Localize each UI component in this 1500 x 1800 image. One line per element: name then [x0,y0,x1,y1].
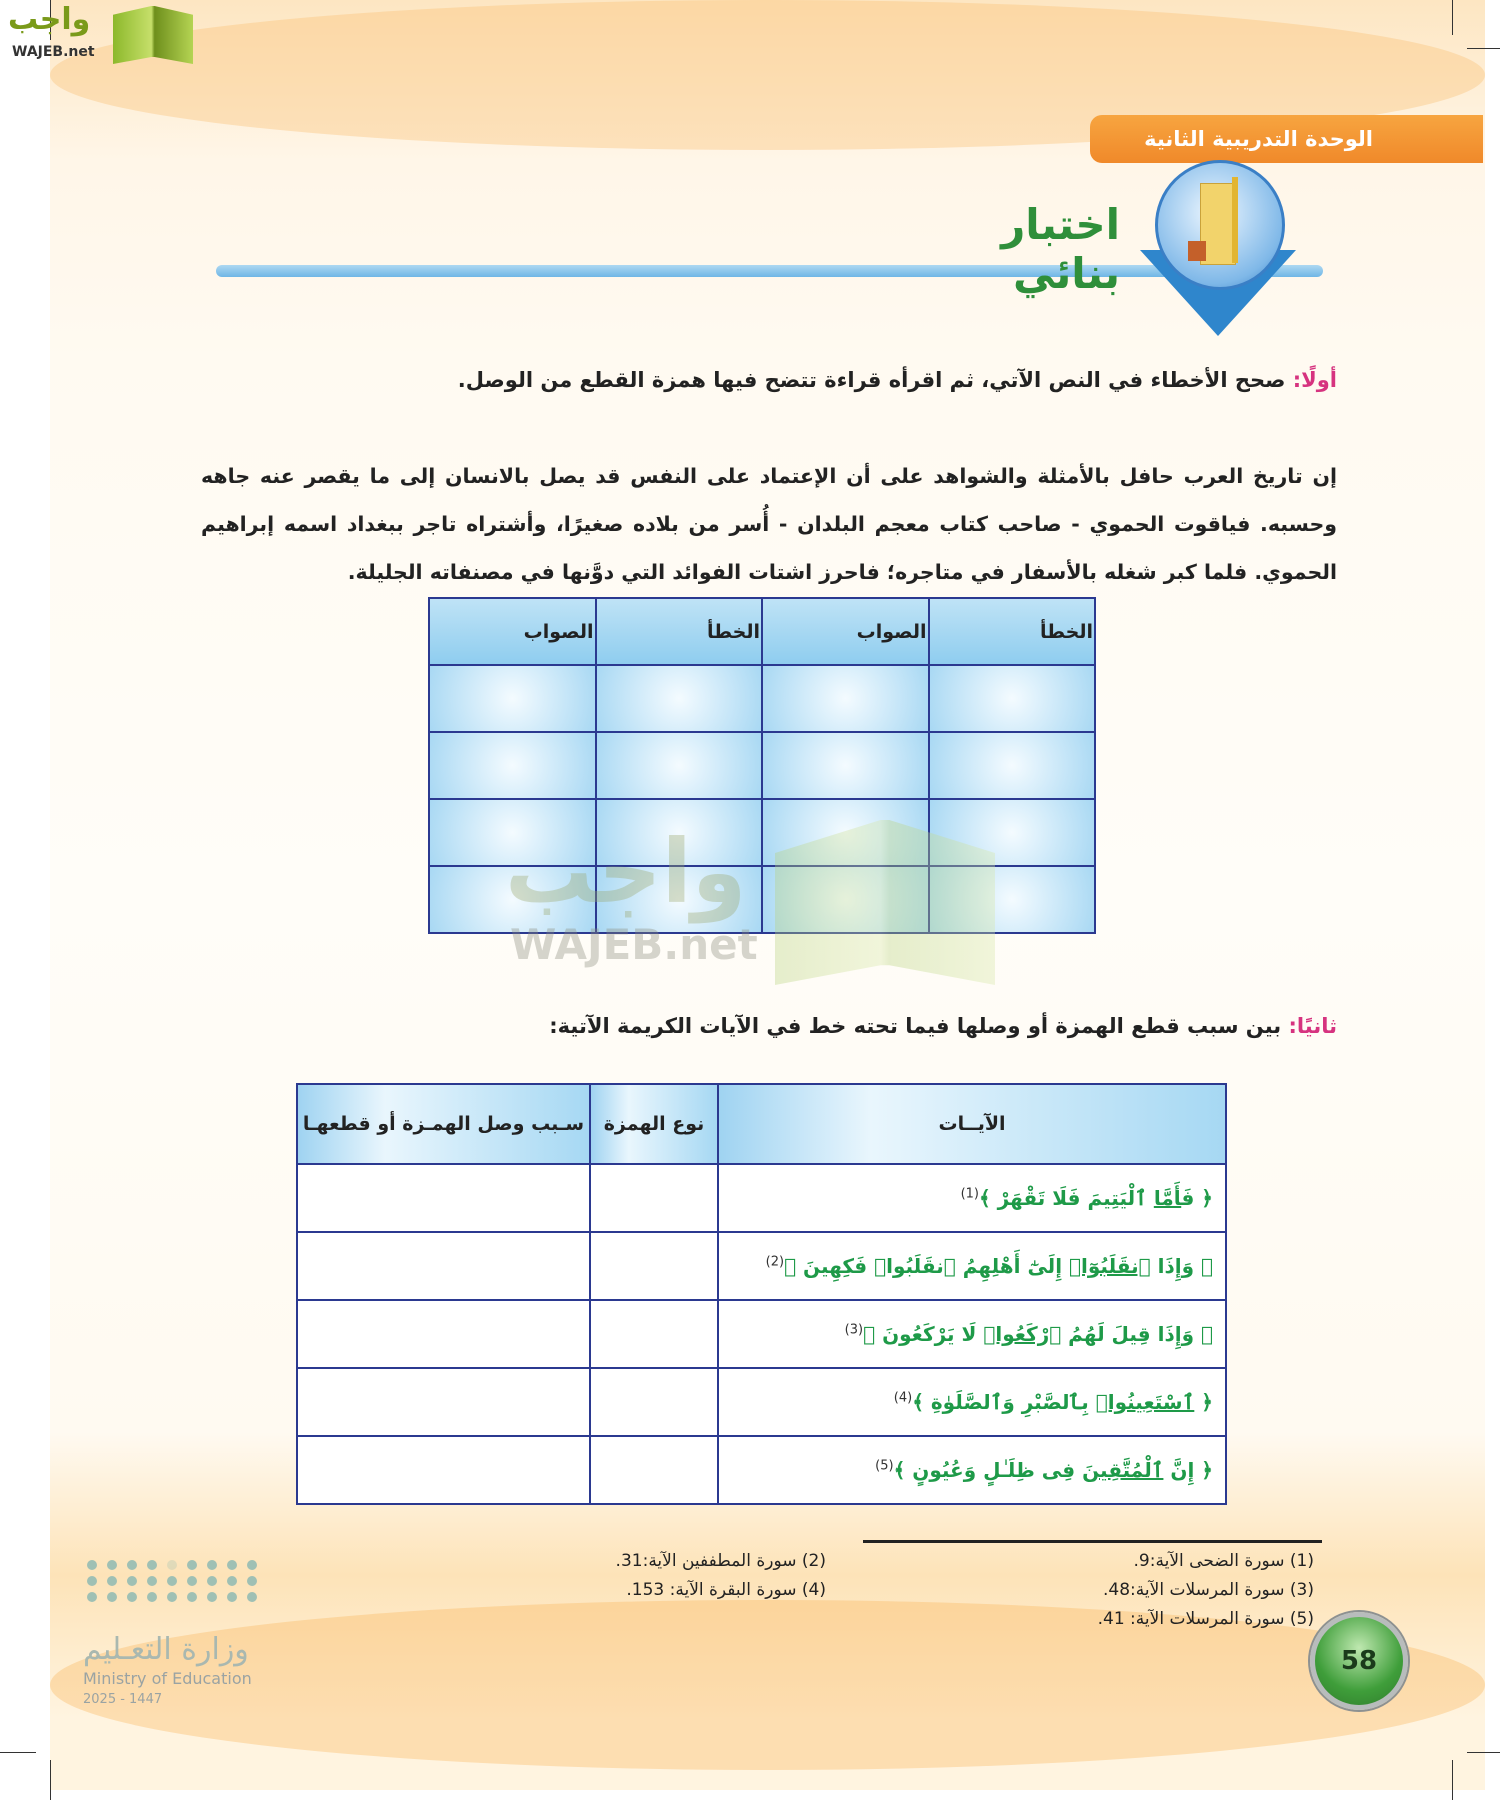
table-row [429,799,1095,866]
answer-cell[interactable] [762,866,929,933]
table-row [297,1232,1226,1300]
crop-mark [1452,1760,1453,1800]
crop-mark [1467,48,1500,49]
crop-mark [0,1752,36,1753]
underlined-word: أَمَّا [1153,1186,1182,1210]
watermark-text-en: WAJEB.net [510,920,758,969]
section2-instruction [187,1014,1337,1038]
answer-cell[interactable] [762,799,929,866]
underlined-word: ٱنقَلَبُوٓا۟ [1069,1254,1151,1278]
ministry-name-ar: وزارة التعـليم [83,1632,249,1667]
answer-cell[interactable] [929,732,1096,799]
answer-cell[interactable] [596,732,763,799]
reason-cell[interactable] [297,1300,590,1368]
answer-cell[interactable] [596,866,763,933]
ministry-dots-icon [87,1560,273,1602]
building-crane-icon [1155,160,1285,290]
answer-cell[interactable] [429,665,596,732]
section1-label: أولًا: [1292,368,1337,392]
crop-mark [1467,1752,1500,1753]
logo-text-en: WAJEB.net [12,44,95,60]
watermark-text-ar: واجب [505,820,747,923]
section2-instruction-text: بين سبب قطع الهمزة أو وصلها فيما تحته خط في الآيات الكريمة الآتية: [549,1014,1282,1038]
table-header-row [297,1084,1226,1164]
hamza-type-cell[interactable] [590,1300,718,1368]
underlined-word: ٱسْتَعِينُوا۟ [1095,1390,1195,1414]
verse-text: ﴿ [1194,1390,1213,1414]
crop-mark [50,1760,51,1800]
answer-cell[interactable] [429,732,596,799]
footnote-1: (1) سورة الضحى الآية:9. [1133,1551,1314,1571]
verse-text: ﴿ إِنَّ [1163,1458,1213,1482]
verse-text: بِٱلصَّبْرِ وَٱلصَّلَوٰةِ ﴾ [912,1390,1096,1414]
ministry-logo [83,1560,273,1707]
corrections-table [428,597,1096,934]
reason-cell[interactable] [297,1164,590,1232]
wajeb-logo[interactable] [8,2,188,66]
footnote-ref: (2) [765,1254,785,1270]
verse-text: ﴿ فَ [1181,1186,1213,1210]
hamza-type-cell[interactable] [590,1368,718,1436]
table-row [429,732,1095,799]
section1-instruction [187,368,1337,392]
footnote-divider [863,1540,1322,1543]
answer-cell[interactable] [596,799,763,866]
verse-text: إِلَىٰٓ أَهْلِهِمُ ٱنقَلَبُوا۟ فَكِهِينَ ﴾ [784,1254,1070,1278]
hamza-type-cell[interactable] [590,1436,718,1504]
hamza-type-cell[interactable] [590,1164,718,1232]
verse-text: فِى ظِلَـٰلٍ وَعُيُونٍ ﴾ [893,1458,1083,1482]
verse-cell [718,1436,1226,1504]
table-row [429,866,1095,933]
underlined-word: ٱلْمُتَّقِينَ [1082,1458,1164,1482]
answer-cell[interactable] [762,665,929,732]
verse-cell [718,1164,1226,1232]
section2-label: ثانيًا: [1288,1014,1337,1038]
page-title: اختبار بنائي [1001,200,1120,298]
answer-cell[interactable] [929,665,1096,732]
verse-text: ﴿ وَإِذَا [1150,1254,1213,1278]
table-row [297,1436,1226,1504]
underlined-word: ٱرْكَعُوا۟ [983,1322,1062,1346]
footnote-4: (4) سورة البقرة الآية: 153. [626,1580,826,1600]
ministry-name-en: Ministry of Education [83,1669,252,1688]
footnote-ref: (4) [893,1390,913,1406]
answer-cell[interactable] [429,866,596,933]
table-row [297,1368,1226,1436]
logo-text-ar: واجب [8,2,91,37]
passage-text: إن تاريخ العرب حافل بالأمثلة والشواهد على أن الإعتماد على النفس قد يصل بالانسان إلى ما يقصر عنه جاهه وحسبه. فياقوت الحموي - صاحب كتاب معجم البلدان - أُسر من بلاده صغيرًا، وأشتراه تاجر ببغداد اسمه إبراهيم الحموي. فلما كبر شغله بالأسفار في متاجره؛ فاحرز اشتات الفوائد التي دوَّنها في مصنفاته الجليلة. [201,464,1337,584]
book-icon [113,6,193,64]
footnote-3: (3) سورة المرسلات الآية:48. [1103,1580,1314,1600]
footnote-ref: (5) [875,1458,894,1474]
reason-cell[interactable] [297,1436,590,1504]
unit-banner: الوحدة التدريبية الثانية [1090,115,1483,163]
answer-cell[interactable] [929,799,1096,866]
header-error: الخطأ [929,598,1096,665]
verse-cell [718,1368,1226,1436]
section1-instruction-text: صحح الأخطاء في النص الآتي، ثم اقرأه قراءة تتضح فيها همزة القطع من الوصل. [457,368,1286,392]
crop-mark [1452,0,1453,35]
table-row [297,1300,1226,1368]
reason-cell[interactable] [297,1232,590,1300]
header-hamza-type: نوع الهمزة [590,1084,718,1164]
table-row [297,1164,1226,1232]
answer-cell[interactable] [429,799,596,866]
hamza-table [296,1083,1227,1505]
answer-cell[interactable] [762,732,929,799]
answer-cell[interactable] [929,866,1096,933]
table-row [429,665,1095,732]
verse-cell [718,1300,1226,1368]
verse-text: لَا يَرْكَعُونَ ﴾ [863,1322,984,1346]
footnote-2: (2) سورة المطففين الآية:31. [615,1551,826,1571]
header-verses: الآيــات [718,1084,1226,1164]
page-number: 58 [1310,1612,1408,1710]
footnote-5: (5) سورة المرسلات الآية: 41. [1097,1609,1314,1629]
verse-text: ٱلْيَتِيمَ فَلَا تَقْهَرْ ﴾ [979,1186,1154,1210]
ministry-year: 2025 - 1447 [83,1692,163,1707]
answer-cell[interactable] [596,665,763,732]
hamza-type-cell[interactable] [590,1232,718,1300]
verse-cell [718,1232,1226,1300]
footnote-ref: (3) [844,1322,864,1338]
header-reason: سـبب وصل الهمـزة أو قطعهـا [297,1084,590,1164]
header-correct: الصواب [429,598,596,665]
reason-cell[interactable] [297,1368,590,1436]
header-correct: الصواب [762,598,929,665]
table-header-row [429,598,1095,665]
header-error: الخطأ [596,598,763,665]
verse-text: ﴿ وَإِذَا قِيلَ لَهُمُ [1061,1322,1213,1346]
footnote-ref: (1) [960,1186,979,1202]
